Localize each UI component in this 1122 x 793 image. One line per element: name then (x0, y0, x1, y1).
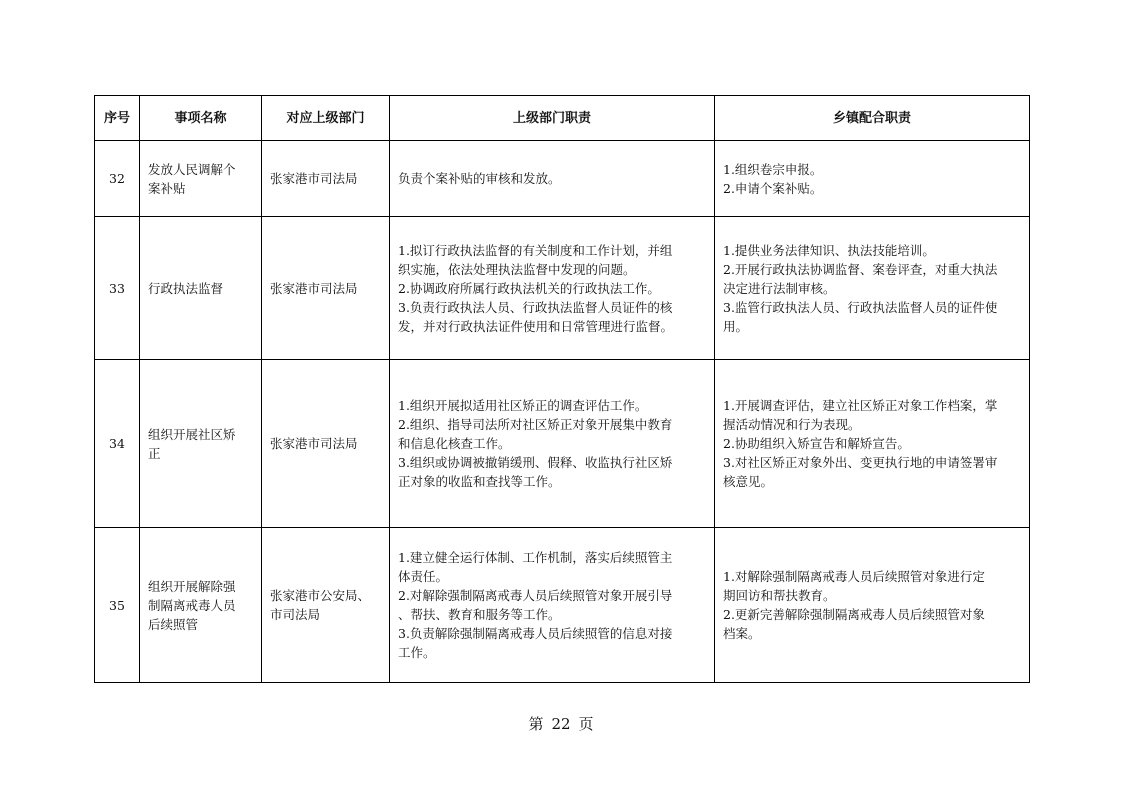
cell-text-line: 制隔离戒毒人员 (148, 597, 236, 613)
cell-text-line: 组织开展社区矫 (148, 426, 236, 442)
cell-text-line: 体责任。 (398, 569, 449, 584)
cell-text-line: 2.协调政府所属行政执法机关的行政执法工作。 (398, 280, 660, 296)
cell-text-line: 张家港市司法局 (270, 171, 358, 186)
footer-prefix: 第 (528, 715, 544, 733)
cell-text-line: 3.负责解除强制隔离戒毒人员后续照管的信息对接 (398, 626, 673, 641)
cell-text-line: 用。 (723, 318, 749, 334)
cell-text-line: 发放人民调解个 (148, 161, 236, 177)
cell-text-line: 负责个案补贴的审核和发放。 (398, 171, 561, 186)
cell-text-line: 2.协助组织入矫宣告和解矫宣告。 (723, 436, 910, 451)
cell-text-line: 和信息化核查工作。 (398, 436, 511, 451)
footer-suffix: 页 (578, 715, 594, 733)
header-upper-duty: 上级部门职责 (390, 96, 715, 141)
row-upper-cell (390, 528, 715, 683)
cell-text-line: 发，并对行政执法证件使用和日常管理进行监督。 (398, 318, 674, 334)
row-town-cell (715, 217, 1030, 360)
cell-text-line: 1.拟订行政执法监督的有关制度和工作计划，并组 (398, 242, 673, 258)
duty-table (94, 95, 1030, 683)
cell-text-line: 张家港市司法局 (270, 436, 358, 451)
cell-text-line: 1.提供业务法律知识、执法技能培训。 (723, 242, 935, 258)
cell-text-line: 工作。 (398, 645, 436, 660)
header-department: 对应上级部门 (262, 96, 390, 141)
cell-text-line: 市司法局 (270, 607, 321, 622)
cell-text-line: 张家港市司法局 (270, 280, 358, 296)
row-name-cell (140, 528, 262, 683)
cell-text-line: 握活动情况和行为表现。 (723, 417, 861, 432)
page-number-footer (0, 713, 1122, 734)
cell-text-line: 2.更新完善解除强制隔离戒毒人员后续照管对象 (723, 607, 985, 622)
row-serial: 35 (95, 528, 140, 683)
cell-text-line: 案补贴 (148, 180, 186, 196)
cell-text-line: 行政执法监督 (148, 280, 224, 296)
cell-text-line: 1.对解除强制隔离戒毒人员后续照管对象进行定 (723, 569, 985, 584)
cell-text-line: 2.对解除强制隔离戒毒人员后续照管对象开展引导 (398, 588, 673, 603)
cell-text-line: 3.监管行政执法人员、行政执法监督人员的证件使 (723, 299, 998, 315)
table-row (95, 141, 1030, 217)
row-dept-cell (262, 360, 390, 528)
cell-text-line: 1.开展调查评估，建立社区矫正对象工作档案，掌 (723, 398, 998, 413)
table-row (95, 217, 1030, 360)
cell-text-line: 核意见。 (723, 474, 774, 489)
row-dept-cell (262, 141, 390, 217)
cell-text-line: 正 (148, 445, 161, 461)
row-serial: 33 (95, 217, 140, 360)
row-town-cell (715, 141, 1030, 217)
cell-text-line: 2.开展行政执法协调监督、案卷评查，对重大执法 (723, 261, 998, 277)
row-name-cell (140, 360, 262, 528)
cell-text-line: 、帮扶、教育和服务等工作。 (398, 607, 561, 622)
table-row (95, 528, 1030, 683)
header-serial: 序号 (95, 96, 140, 141)
cell-text-line: 织实施，依法处理执法监督中发现的问题。 (398, 261, 636, 277)
table-header-row (95, 96, 1030, 141)
row-upper-cell (390, 360, 715, 528)
row-dept-cell (262, 528, 390, 683)
page-number: 22 (551, 715, 571, 733)
cell-text-line: 期回访和帮扶教育。 (723, 588, 836, 603)
row-town-cell (715, 360, 1030, 528)
cell-text-line: 2.组织、指导司法所对社区矫正对象开展集中教育 (398, 417, 673, 432)
cell-text-line: 3.组织或协调被撤销缓刑、假释、收监执行社区矫 (398, 455, 673, 470)
cell-text-line: 正对象的收监和查找等工作。 (398, 474, 561, 489)
row-upper-cell (390, 141, 715, 217)
cell-text-line: 3.对社区矫正对象外出、变更执行地的申请签署审 (723, 455, 998, 470)
row-upper-cell (390, 217, 715, 360)
row-serial: 32 (95, 141, 140, 217)
row-serial: 34 (95, 360, 140, 528)
cell-text-line: 1.建立健全运行体制、工作机制，落实后续照管主 (398, 550, 673, 565)
header-town-duty: 乡镇配合职责 (715, 96, 1030, 141)
cell-text-line: 1.组织卷宗申报。 (723, 161, 823, 177)
row-town-cell (715, 528, 1030, 683)
cell-text-line: 档案。 (723, 626, 761, 641)
table-row (95, 360, 1030, 528)
cell-text-line: 组织开展解除强 (148, 578, 236, 594)
cell-text-line: 3.负责行政执法人员、行政执法监督人员证件的核 (398, 299, 673, 315)
cell-text-line: 张家港市公安局、 (270, 588, 371, 603)
row-dept-cell (262, 217, 390, 360)
cell-text-line: 后续照管 (148, 616, 199, 632)
cell-text-line: 2.申请个案补贴。 (723, 180, 823, 196)
cell-text-line: 决定进行法制审核。 (723, 280, 836, 296)
header-item-name: 事项名称 (140, 96, 262, 141)
row-name-cell (140, 217, 262, 360)
cell-text-line: 1.组织开展拟适用社区矫正的调查评估工作。 (398, 398, 648, 413)
row-name-cell (140, 141, 262, 217)
